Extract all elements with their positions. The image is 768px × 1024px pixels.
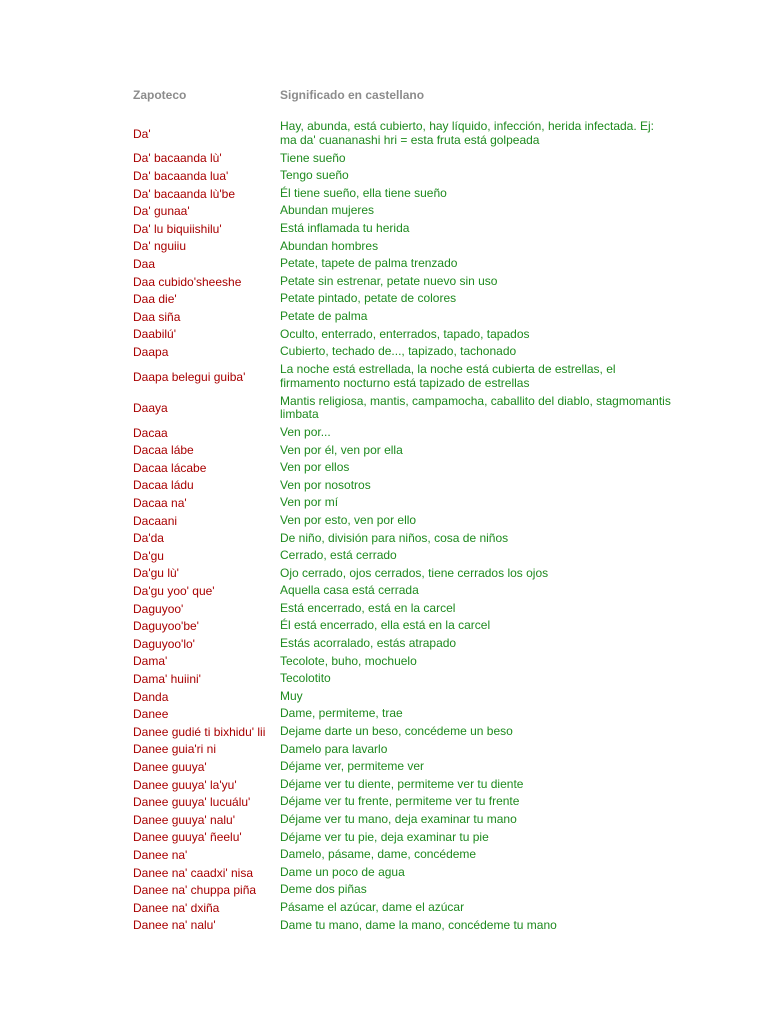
- table-row: [133, 185, 673, 203]
- table-row: [133, 150, 673, 168]
- dictionary-table: [133, 118, 673, 934]
- table-row: [133, 220, 673, 238]
- zapoteco-term: Da'gu lù': [133, 566, 179, 581]
- spanish-meaning: Déjame ver, permiteme ver: [280, 759, 425, 774]
- table-row: [133, 758, 673, 776]
- zapoteco-term: Danee na' chuppa piña: [133, 883, 257, 898]
- table-row: [133, 582, 673, 600]
- table-row: [133, 600, 673, 618]
- spanish-meaning: Pásame el azúcar, dame el azúcar: [280, 899, 465, 914]
- zapoteco-term: Danee guuya' lucuálu': [133, 795, 251, 810]
- zapoteco-term: Danee guia'ri ni: [133, 742, 217, 757]
- spanish-meaning: Ven por mí: [280, 495, 339, 510]
- zapoteco-term: Daa die': [133, 292, 177, 307]
- table-row: [133, 811, 673, 829]
- zapoteco-term: Danee: [133, 707, 169, 722]
- table-row: [133, 653, 673, 671]
- spanish-meaning: Oculto, enterrado, enterrados, tapado, tapados: [280, 326, 530, 341]
- zapoteco-term: Daa siña: [133, 309, 181, 324]
- zapoteco-term: Dacaa ládu: [133, 478, 194, 493]
- table-row: [133, 793, 673, 811]
- table-row: [133, 238, 673, 256]
- zapoteco-term: Da'gu yoo' que': [133, 584, 215, 599]
- zapoteco-term: Da' bacaanda lù': [133, 151, 222, 166]
- spanish-meaning: Ven por esto, ven por ello: [280, 512, 417, 527]
- zapoteco-term: Dama' huiini': [133, 672, 201, 687]
- spanish-meaning: Aquella casa está cerrada: [280, 583, 419, 598]
- table-row: [133, 459, 673, 477]
- zapoteco-term: Dacaa na': [133, 496, 187, 511]
- spanish-meaning: Déjame ver tu mano, deja examinar tu mano: [280, 812, 517, 827]
- zapoteco-term: Danee gudié ti bixhidu' lii: [133, 724, 266, 739]
- zapoteco-term: Danda: [133, 689, 169, 704]
- table-header: [133, 88, 693, 104]
- spanish-meaning: Cerrado, está cerrado: [280, 548, 397, 563]
- table-row: [133, 361, 673, 393]
- spanish-meaning: Damelo para lavarlo: [280, 741, 388, 756]
- spanish-meaning: Abundan hombres: [280, 238, 379, 253]
- spanish-meaning: Está encerrado, está en la carcel: [280, 600, 456, 615]
- table-row: [133, 442, 673, 460]
- zapoteco-term: Daguyoo'lo': [133, 636, 195, 651]
- zapoteco-term: Dacaa lábe: [133, 443, 194, 458]
- spanish-meaning: Damelo, pásame, dame, concédeme: [280, 847, 477, 862]
- spanish-meaning: Petate, tapete de palma trenzado: [280, 256, 458, 271]
- column-header-meaning: Significado en castellano: [280, 88, 425, 102]
- zapoteco-term: Daguyoo': [133, 601, 184, 616]
- zapoteco-term: Danee na' dxiña: [133, 900, 220, 915]
- table-row: [133, 255, 673, 273]
- table-row: [133, 477, 673, 495]
- zapoteco-term: Daaya: [133, 401, 168, 416]
- table-row: [133, 846, 673, 864]
- spanish-meaning: Ven por nosotros: [280, 477, 371, 492]
- spanish-meaning: Abundan mujeres: [280, 203, 375, 218]
- spanish-meaning: Petate de palma: [280, 308, 368, 323]
- table-row: [133, 326, 673, 344]
- table-row: [133, 917, 673, 935]
- table-row: [133, 899, 673, 917]
- spanish-meaning: Dejame darte un beso, concédeme un beso: [280, 724, 513, 739]
- zapoteco-term: Da' bacaanda lù'be: [133, 186, 235, 201]
- zapoteco-term: Daa cubido'sheeshe: [133, 274, 242, 289]
- table-row: [133, 167, 673, 185]
- table-row: [133, 741, 673, 759]
- zapoteco-term: Da': [133, 126, 151, 141]
- spanish-meaning: Ven por ellos: [280, 460, 350, 475]
- spanish-meaning: Muy: [280, 688, 303, 703]
- zapoteco-term: Dacaani: [133, 513, 178, 528]
- table-row: [133, 705, 673, 723]
- table-row: [133, 424, 673, 442]
- zapoteco-term: Danee guuya' la'yu': [133, 777, 237, 792]
- spanish-meaning: La noche está estrellada, la noche está cubierta de estrellas, el firmamento nocturno está tapizado de estrellas: [280, 362, 616, 390]
- spanish-meaning: Él está encerrado, ella está en la carcel: [280, 618, 491, 633]
- spanish-meaning: Déjame ver tu diente, permiteme ver tu diente: [280, 776, 524, 791]
- table-row: [133, 494, 673, 512]
- table-row: [133, 392, 673, 424]
- spanish-meaning: Petate sin estrenar, petate nuevo sin uso: [280, 273, 498, 288]
- table-row: [133, 290, 673, 308]
- table-row: [133, 273, 673, 291]
- table-row: [133, 529, 673, 547]
- spanish-meaning: Dame, permiteme, trae: [280, 706, 403, 721]
- zapoteco-term: Danee na': [133, 847, 188, 862]
- table-row: [133, 308, 673, 326]
- spanish-meaning: Ven por...: [280, 424, 331, 439]
- table-row: [133, 881, 673, 899]
- spanish-meaning: Déjame ver tu pie, deja examinar tu pie: [280, 829, 489, 844]
- zapoteco-term: Daapa belegui guiba': [133, 369, 246, 384]
- table-row: [133, 723, 673, 741]
- zapoteco-term: Daa: [133, 256, 156, 271]
- zapoteco-term: Da' bacaanda lua': [133, 168, 229, 183]
- table-row: [133, 829, 673, 847]
- spanish-meaning: Dame tu mano, dame la mano, concédeme tu mano: [280, 917, 557, 932]
- zapoteco-term: Danee na' nalu': [133, 918, 216, 933]
- table-row: [133, 547, 673, 565]
- spanish-meaning: Ven por él, ven por ella: [280, 442, 403, 457]
- table-row: [133, 565, 673, 583]
- zapoteco-term: Danee na' caadxi' nisa: [133, 865, 253, 880]
- spanish-meaning: Mantis religiosa, mantis, campamocha, caballito del diablo, stagmomantis limbata: [280, 393, 671, 422]
- spanish-meaning: Tecolote, buho, mochuelo: [280, 653, 417, 668]
- table-row: [133, 864, 673, 882]
- table-row: [133, 343, 673, 361]
- zapoteco-term: Da'gu: [133, 548, 164, 563]
- table-row: [133, 670, 673, 688]
- spanish-meaning: Él tiene sueño, ella tiene sueño: [280, 185, 447, 200]
- zapoteco-term: Da' nguiiu: [133, 239, 186, 254]
- spanish-meaning: De niño, división para niños, cosa de niños: [280, 530, 509, 545]
- spanish-meaning: Déjame ver tu frente, permiteme ver tu frente: [280, 794, 520, 809]
- table-row: [133, 512, 673, 530]
- zapoteco-term: Daapa: [133, 344, 169, 359]
- table-row: [133, 776, 673, 794]
- table-row: [133, 617, 673, 635]
- spanish-meaning: Petate pintado, petate de colores: [280, 291, 457, 306]
- table-row: [133, 202, 673, 220]
- zapoteco-term: Dacaa: [133, 425, 168, 440]
- zapoteco-term: Dacaa lácabe: [133, 460, 207, 475]
- zapoteco-term: Da'da: [133, 531, 164, 546]
- spanish-meaning: Tecolotito: [280, 671, 331, 686]
- zapoteco-term: Daabilú': [133, 327, 176, 342]
- spanish-meaning: Cubierto, techado de..., tapizado, tachonado: [280, 344, 517, 359]
- table-row: [133, 635, 673, 653]
- column-header-zapoteco: Zapoteco: [133, 88, 187, 102]
- spanish-meaning: Deme dos piñas: [280, 882, 367, 897]
- spanish-meaning: Tiene sueño: [280, 150, 346, 165]
- spanish-meaning: Ojo cerrado, ojos cerrados, tiene cerrados los ojos: [280, 565, 549, 580]
- zapoteco-term: Da' lu biquiishilu': [133, 221, 222, 236]
- spanish-meaning: Estás acorralado, estás atrapado: [280, 636, 457, 651]
- table-row: [133, 118, 673, 150]
- spanish-meaning: Dame un poco de agua: [280, 864, 405, 879]
- spanish-meaning: Está inflamada tu herida: [280, 221, 410, 236]
- zapoteco-term: Danee guuya': [133, 759, 207, 774]
- zapoteco-term: Daguyoo'be': [133, 619, 199, 634]
- zapoteco-term: Da' gunaa': [133, 204, 190, 219]
- spanish-meaning: Tengo sueño: [280, 168, 349, 183]
- zapoteco-term: Dama': [133, 654, 168, 669]
- zapoteco-term: Danee guuya' nalu': [133, 812, 235, 827]
- table-row: [133, 688, 673, 706]
- zapoteco-term: Danee guuya' ñeelu': [133, 830, 242, 845]
- spanish-meaning: Hay, abunda, está cubierto, hay líquido, infección, herida infectada. Ej: ma da' cuananashi hri = esta fruta está golpeada: [280, 119, 655, 147]
